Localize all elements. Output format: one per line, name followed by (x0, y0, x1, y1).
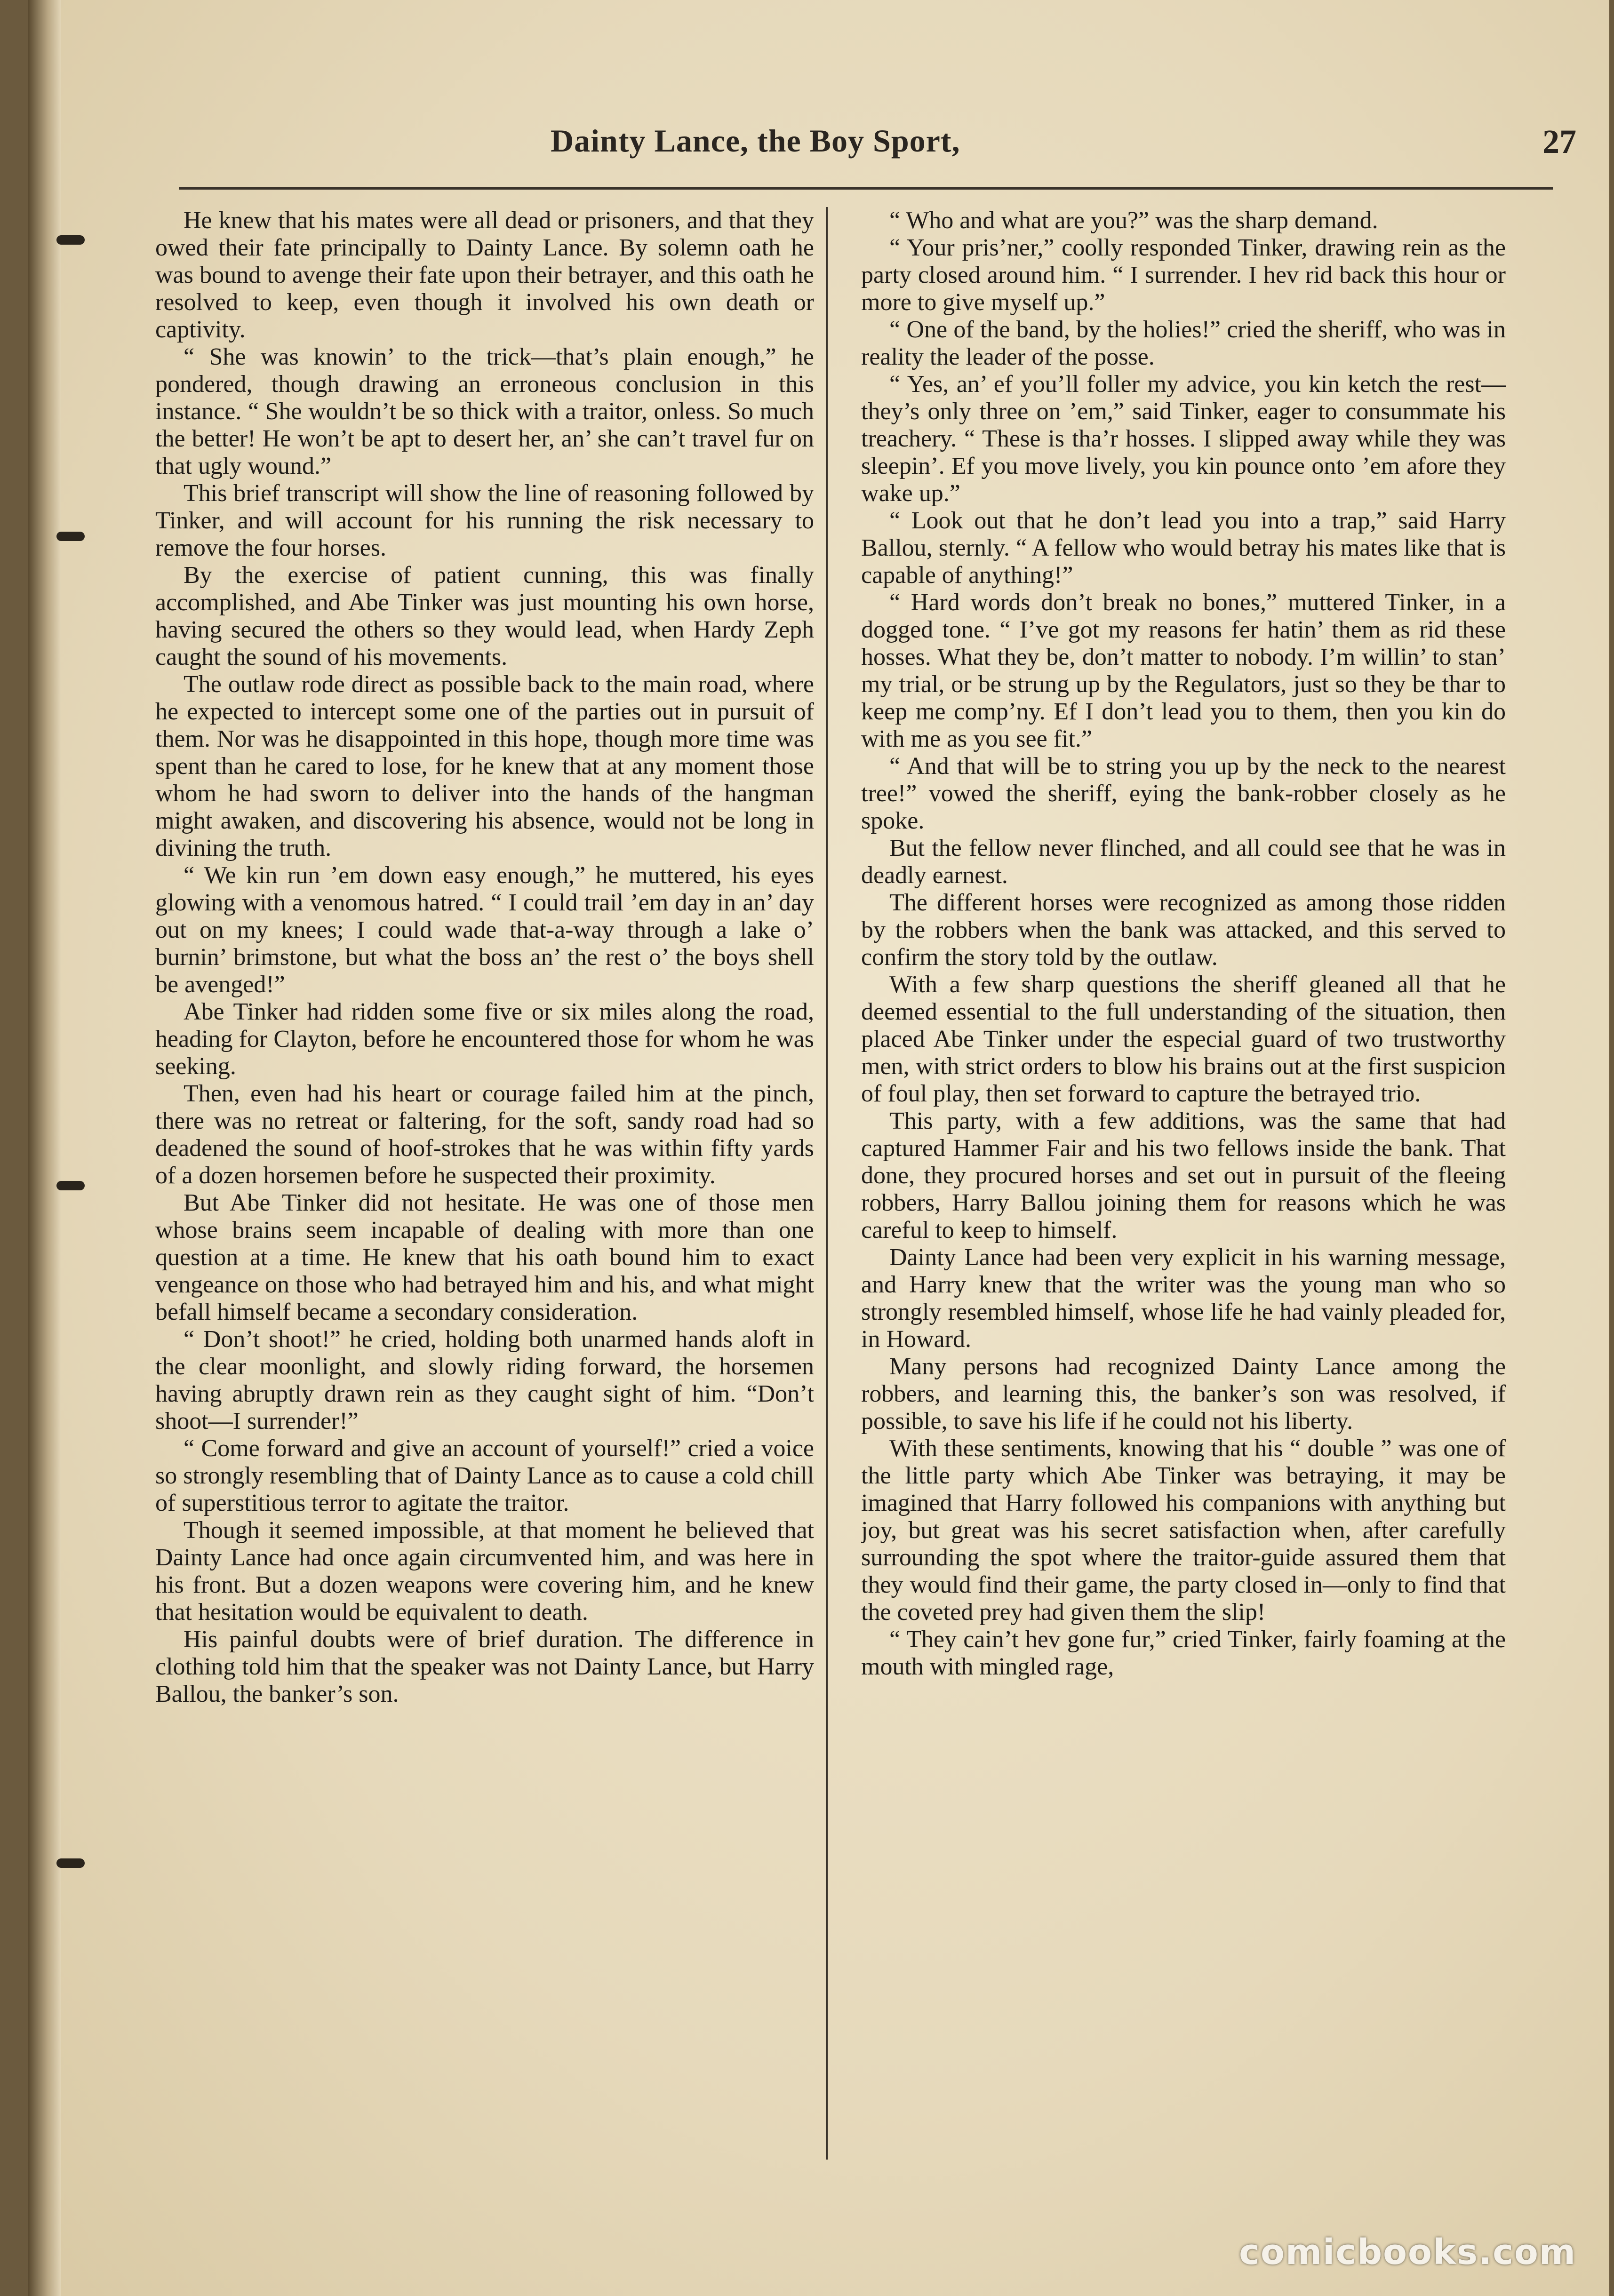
paragraph: “ They cain’t hev gone fur,” cried Tinker, fairly foaming at the mouth with mingled rage, (861, 1626, 1506, 1680)
binding-stitch (56, 532, 85, 541)
paragraph: His painful doubts were of brief duration. The difference in clothing told him that the speaker was not Dainty Lance, but Harry Ballou, the banker’s son. (155, 1626, 814, 1707)
watermark: comicbooks.com (1239, 2232, 1576, 2272)
paragraph: Dainty Lance had been very explicit in his warning message, and Harry knew that the writer was the young man who so strongly resembled himself, whose life he had vainly pleaded for, in Howard. (861, 1244, 1506, 1353)
binding-stitch (56, 1858, 85, 1868)
page-number: 27 (1542, 123, 1576, 160)
paragraph: With these sentiments, knowing that his “ double ” was one of the little party which Abe Tinker was betraying, it may be imagined that Harry followed his companions with anything but joy, but great was his secret satisfaction when, after carefully surrounding the spot where the traitor-guide assured them that they would find their game, the party closed in—only to find that the coveted prey had given them the slip! (861, 1435, 1506, 1626)
paragraph: Abe Tinker had ridden some five or six miles along the road, heading for Clayton, before he encountered those for whom he was seeking. (155, 998, 814, 1080)
paragraph: “ Look out that he don’t lead you into a trap,” said Harry Ballou, sternly. “ A fellow who would betray his mates like that is capable of anything!” (861, 507, 1506, 589)
paragraph: “ And that will be to string you up by the neck to the nearest tree!” vowed the sheriff, eying the bank-robber closely as he spoke. (861, 753, 1506, 834)
paragraph: Though it seemed impossible, at that moment he believed that Dainty Lance had once again circumvented him, and was here in his front. But a dozen weapons were covering him, and he knew that hesitation would be equivalent to death. (155, 1517, 814, 1626)
paragraph: “ Who and what are you?” was the sharp demand. (889, 207, 1378, 234)
paragraph: The different horses were recognized as among those ridden by the robbers when the bank was attacked, and this served to confirm the story told by the outlaw. (861, 889, 1506, 971)
paragraph: “ Come forward and give an account of yourself!” cried a voice so strongly resembling that of Dainty Lance as to cause a cold chill of superstitious terror to agitate the traitor. (155, 1435, 814, 1516)
paragraph: “ Yes, an’ ef you’ll foller my advice, you kin ketch the rest—they’s only three on ’em,” said Tinker, eager to consummate his treachery. “ These is tha’r hosses. I slipped away while they was sleepin’. Ef you move lively, you kin pounce onto ’em afore they wake up.” (861, 371, 1506, 507)
book-page (28, 0, 1609, 2296)
binding-stitch (56, 235, 85, 245)
paragraph: “ Don’t shoot!” he cried, holding both unarmed hands aloft in the clear moonlight, and slowly riding forward, the horsemen having abruptly drawn rein as they caught sight of him. “Don’t shoot—I surrender!” (155, 1326, 814, 1435)
paragraph: But the fellow never flinched, and all could see that he was in deadly earnest. (861, 835, 1506, 889)
header-rule (179, 187, 1553, 190)
paragraph: “ We kin run ’em down easy enough,” he muttered, his eyes glowing with a venomous hatred. “ I could trail ’em day in an’ day out on my knees; I could wade that-a-way through a lake o’ burnin’ brimstone, but what the boss an’ the rest o’ the boys shell be avenged!” (155, 862, 814, 998)
paragraph: “ Hard words don’t break no bones,” muttered Tinker, in a dogged tone. “ I’ve got my reasons fer hatin’ them as rid these hosses. What they be, don’t matter to nobody. I’m willin’ to stan’ my trial, or be strung up by the Regulators, just so they be thar to keep me comp’ny. Ef I don’t lead you to them, then you kin do with me as you see fit.” (861, 589, 1506, 752)
paragraph: By the exercise of patient cunning, this was finally accomplished, and Abe Tinker was just mounting his own horse, having secured the others so they would lead, when Hardy Zeph caught the sound of his movements. (155, 562, 814, 670)
paragraph: With a few sharp questions the sheriff gleaned all that he deemed essential to the full understanding of the situation, then placed Abe Tinker under the especial guard of two trustworthy men, with strict orders to blow his brains out at the first suspicion of foul play, then set forward to capture the betrayed trio. (861, 971, 1506, 1107)
paragraph: Then, even had his heart or courage failed him at the pinch, there was no retreat or faltering, for the soft, sandy road had so deadened the sound of hoof-strokes that he was within fifty yards of a dozen horsemen before he suspected their proximity. (155, 1080, 814, 1189)
binding-gutter (28, 0, 61, 2296)
paragraph: “ One of the band, by the holies!” cried the sheriff, who was in reality the leader of the posse. (861, 316, 1506, 370)
text-column-left (155, 207, 814, 2174)
text-column-right (861, 207, 1506, 2174)
paragraph: The outlaw rode direct as possible back to the main road, where he expected to intercept some one of the parties out in pursuit of them. Nor was he disappointed in this hope, though more time was spent than he cared to lose, for he knew that at any moment those whom he had sworn to deliver into the hands of the hangman might awaken, and discovering his absence, would not be long in divining the truth. (155, 671, 814, 861)
paragraph: Many persons had recognized Dainty Lance among the robbers, and learning this, the banker’s son was resolved, if possible, to save his life if he could not his liberty. (861, 1353, 1506, 1435)
paragraph: This party, with a few additions, was the same that had captured Hammer Fair and his two fellows inside the bank. That done, they procured horses and set out in pursuit of the fleeing robbers, Harry Ballou joining them for reasons which he was careful to keep to himself. (861, 1108, 1506, 1244)
paragraph: This brief transcript will show the line of reasoning followed by Tinker, and will account for his running the risk necessary to remove the four horses. (155, 480, 814, 561)
paragraph: But Abe Tinker did not hesitate. He was one of those men whose brains seem incapable of dealing with more than one question at a time. He knew that his oath bound him to exact vengeance on those who had betrayed him and his, and what might befall himself became a secondary consideration. (155, 1189, 814, 1325)
paragraph: He knew that his mates were all dead or prisoners, and that they owed their fate principally to Dainty Lance. By solemn oath he was bound to avenge their fate upon their betrayer, and this oath he resolved to keep, even though it involved his own death or captivity. (155, 207, 814, 343)
binding-stitch (56, 1181, 85, 1190)
column-divider (826, 207, 828, 2160)
paragraph: “ Your pris’ner,” coolly responded Tinker, drawing rein as the party closed around him. “ I surrender. I hev rid back this hour or more to give myself up.” (861, 234, 1506, 316)
paragraph: “ She was knowin’ to the trick—that’s plain enough,” he pondered, though drawing an erroneous conclusion in this instance. “ She wouldn’t be so thick with a traitor, onless. So much the better! He won’t be apt to desert her, an’ she can’t travel fur on that ugly wound.” (155, 343, 814, 479)
running-header-title: Dainty Lance, the Boy Sport, (551, 123, 960, 159)
